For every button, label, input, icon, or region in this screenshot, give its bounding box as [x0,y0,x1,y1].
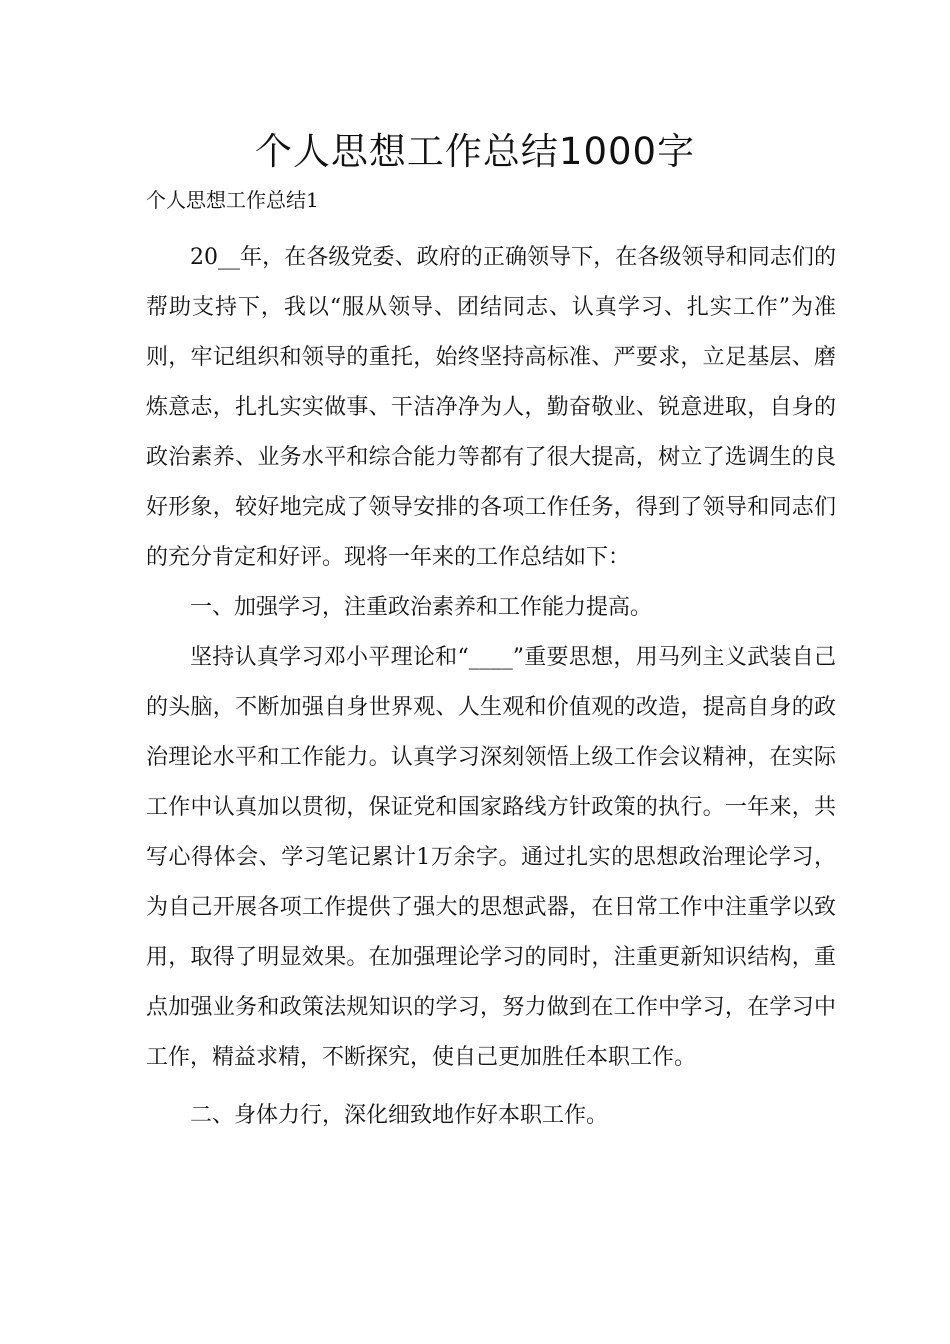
section-heading-2: 二、身体力行，深化细致地作好本职工作。 [190,1103,609,1128]
section-gap [146,1083,836,1091]
document-body [146,233,836,1141]
paragraph-study: 坚持认真学习邓小平理论和“____”重要思想，用马列主义武装自己的头脑，不断加强自身世界观、人生观和价值观的改造，提高自身的政治理论水平和工作能力。认真学习深刻领悟上级工作会议精神，在实际工作中认真加以贯彻，保证党和国家路线方针政策的执行。一年来，共写心得体会、学习笔记累计1万余字。通过扎实的思想政治理论学习，为自己开展各项工作提供了强大的思想武器，在日常工作中注重学以致用，取得了明显效果。在加强理论学习的同时，注重更新知识结构，重点加强业务和政策法规知识的学习，努力做到在工作中学习，在学习中工作，精益求精，不断探究，使自己更加胜任本职工作。 [146,645,836,1070]
document-subtitle: 个人思想工作总结1 [146,188,319,212]
section-heading-1: 一、加强学习，注重政治素养和工作能力提高。 [190,595,653,620]
paragraph-intro: 20__年，在各级党委、政府的正确领导下，在各级领导和同志们的帮助支持下，我以“服从领导、团结同志、认真学习、扎实工作”为准则，牢记组织和领导的重托，始终坚持高标准、严要求，立足基层、磨炼意志，扎扎实实做事、干洁净净为人，勤奋敬业、锐意进取，自身的政治素养、业务水平和综合能力等都有了很大提高，树立了选调生的良好形象，较好地完成了领导安排的各项工作任务，得到了领导和同志们的充分肯定和好评。现将一年来的工作总结如下： [146,245,836,570]
document-title: 个人思想工作总结1000字 [254,130,696,173]
